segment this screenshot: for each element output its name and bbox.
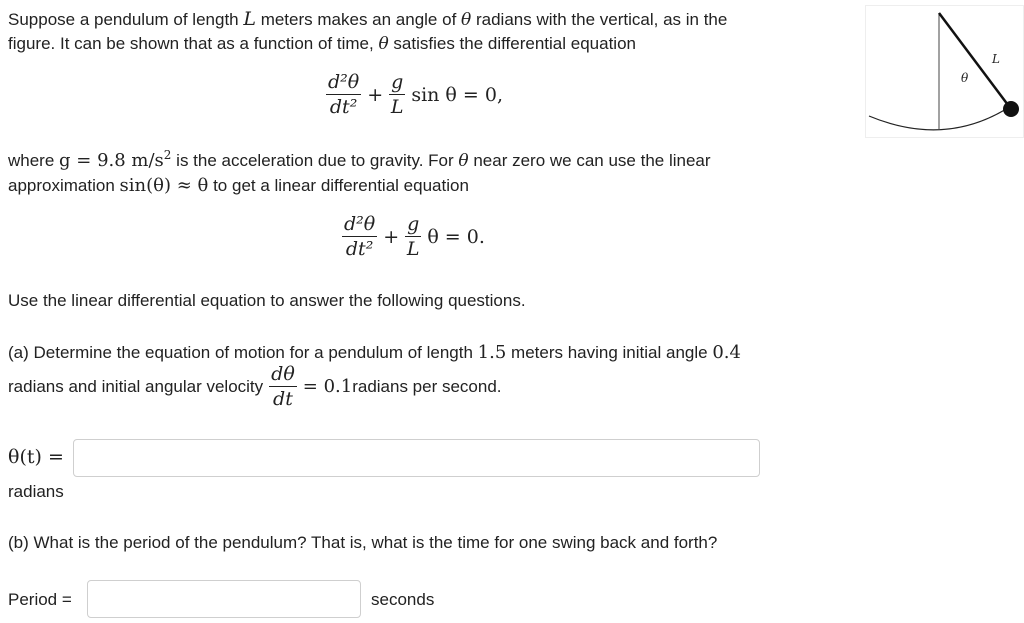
where-text: is the acceleration due to gravity. For (171, 151, 459, 170)
intro-line-2 (8, 34, 636, 54)
intro-text: satisfies the differential equation (388, 34, 636, 53)
where-line-1 (8, 148, 711, 171)
intro-text: radians with the vertical, as in the (471, 10, 728, 29)
period-unit-label: seconds (371, 590, 435, 609)
linear-differential-equation (342, 214, 485, 260)
where-text: to get a linear differential equation (208, 176, 469, 195)
plus-sign: + (383, 225, 400, 248)
pendulum-diagram (866, 6, 1024, 139)
pendulum-bob (1003, 101, 1019, 117)
L-figure-label: L (992, 52, 1000, 66)
intro-text: figure. It can be shown that as a function of time, (8, 34, 379, 53)
approximation-expression: sin(θ) ≈ θ (119, 175, 209, 196)
gravity-value (59, 150, 171, 171)
equation-tail: sin θ = 0, (411, 83, 503, 106)
period-answer-label: Period = (8, 590, 72, 609)
var-theta: θ (378, 34, 389, 54)
angular-velocity-fraction (269, 364, 297, 410)
part-a-question-line-1 (8, 342, 741, 363)
fraction-numerator: g (407, 213, 420, 235)
part-a-question-line-2 (8, 364, 502, 410)
var-L: L (243, 8, 256, 30)
g-over-L-fraction (405, 214, 421, 260)
pendulum-figure (865, 5, 1024, 138)
part-a-text: radians per second. (352, 376, 502, 396)
fraction-numerator: d²θ (344, 213, 376, 235)
differential-equation (326, 72, 503, 118)
pendulum-rod (939, 13, 1011, 109)
initial-angle-value: 0.4 (712, 342, 741, 363)
theta-answer-label: θ(t) = (8, 446, 64, 468)
var-theta: θ (458, 151, 469, 171)
theta-unit-label: radians (8, 482, 64, 501)
plus-sign: + (367, 83, 384, 106)
fraction-denominator: dt² (345, 237, 374, 260)
fraction-denominator: dt (273, 387, 293, 410)
fraction-denominator: dt² (329, 95, 358, 118)
where-text: where (8, 151, 60, 170)
angular-velocity-value: = 0.1 (302, 376, 353, 398)
part-a-text: meters having initial angle (506, 343, 713, 362)
fraction-denominator: L (406, 237, 420, 260)
swing-arc (869, 106, 1011, 130)
second-derivative-fraction (326, 72, 361, 118)
where-line-2 (8, 175, 469, 196)
gravity-expression: g = 9.8 m/s (59, 150, 164, 171)
var-theta: θ (461, 10, 472, 30)
exponent: 2 (163, 148, 172, 162)
pendulum-length-value: 1.5 (477, 342, 507, 363)
second-derivative-fraction (342, 214, 377, 260)
equation-tail: θ = 0. (427, 225, 485, 248)
g-over-L-fraction (389, 72, 405, 118)
fraction-denominator: L (390, 95, 404, 118)
part-a-text: radians and initial angular velocity (8, 376, 264, 396)
intro-text: Suppose a pendulum of length (8, 10, 244, 29)
fraction-numerator: dθ (271, 363, 295, 385)
theta-figure-label: θ (961, 71, 969, 85)
intro-line-1 (8, 8, 727, 30)
fraction-numerator: g (391, 71, 404, 93)
intro-text: meters makes an angle of (255, 10, 462, 29)
theta-answer-input[interactable] (73, 439, 760, 477)
where-text: near zero we can use the linear (468, 151, 711, 170)
part-b-question: (b) What is the period of the pendulum? That is, what is the time for one swing back and forth? (8, 533, 718, 552)
where-text: approximation (8, 176, 120, 195)
period-answer-input[interactable] (87, 580, 361, 618)
part-a-text: (a) Determine the equation of motion for a pendulum of length (8, 343, 478, 362)
instruction-text: Use the linear differential equation to answer the following questions. (8, 291, 526, 310)
fraction-numerator: d²θ (328, 71, 360, 93)
